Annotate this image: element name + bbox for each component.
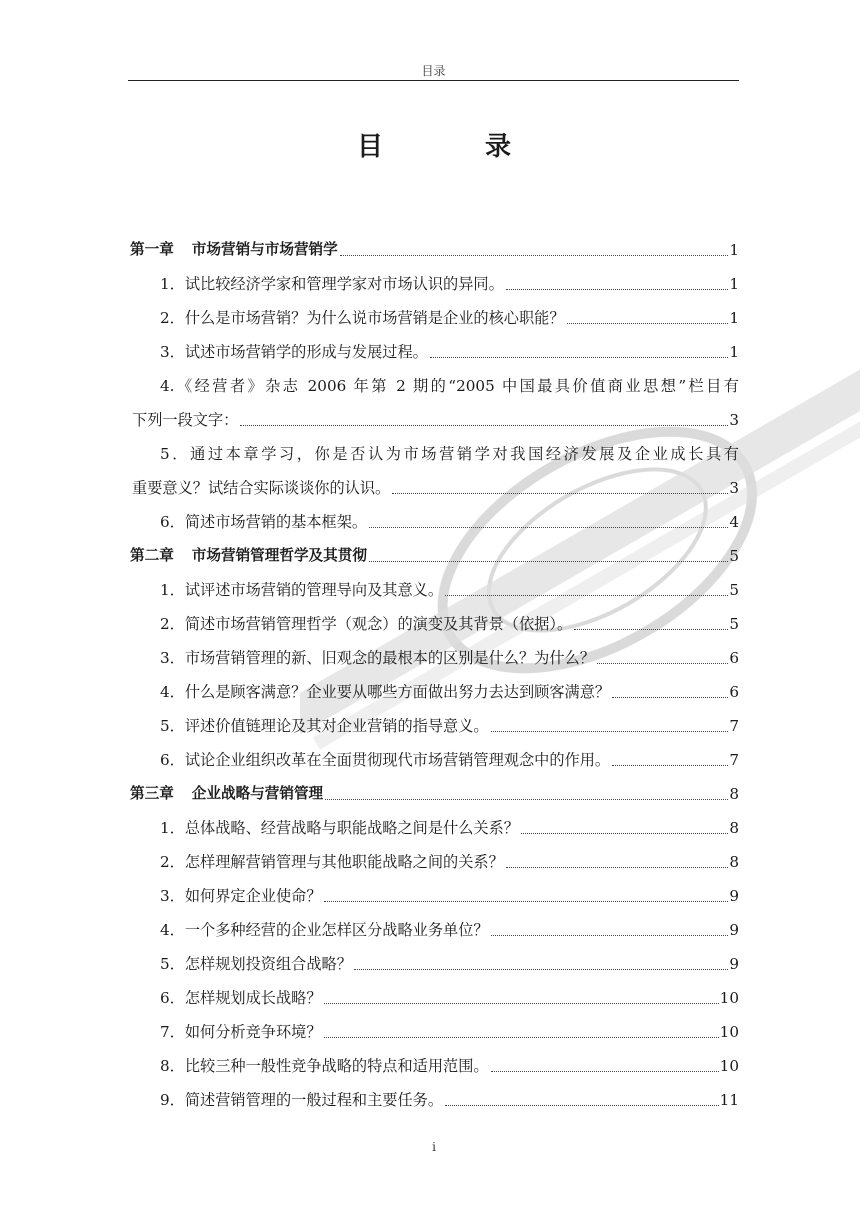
toc-item-row[interactable] bbox=[160, 918, 739, 942]
toc-page-number: 5 bbox=[729, 547, 739, 565]
toc-item-row[interactable] bbox=[160, 272, 739, 296]
toc-page-number: 9 bbox=[729, 955, 739, 973]
toc-item-row[interactable] bbox=[160, 952, 739, 976]
toc-item-text bbox=[160, 1020, 322, 1044]
toc-item-row[interactable] bbox=[160, 850, 739, 874]
item-text: 试评述市场营销的管理导向及其意义。 bbox=[184, 581, 444, 599]
toc-item-row[interactable] bbox=[160, 714, 739, 738]
chapter-label: 第三章 bbox=[130, 785, 174, 802]
item-number: 1． bbox=[160, 819, 185, 837]
toc-item-row[interactable] bbox=[160, 1054, 739, 1078]
dot-leader bbox=[612, 765, 728, 766]
item-number: 2． bbox=[160, 615, 185, 633]
toc-page-number: 11 bbox=[719, 1091, 739, 1109]
item-text: 市场营销管理的新、旧观念的最根本的区别是什么？为什么？ bbox=[184, 649, 595, 667]
toc-page-number: 10 bbox=[719, 1023, 739, 1041]
dot-leader bbox=[506, 289, 729, 290]
item-number: 6． bbox=[160, 513, 185, 531]
toc-item-text bbox=[160, 578, 443, 602]
toc-item-line bbox=[160, 442, 739, 466]
toc-item-text bbox=[160, 850, 504, 874]
dot-leader bbox=[324, 1003, 719, 1004]
toc-page-number: 3 bbox=[729, 411, 739, 429]
item-number: 5． bbox=[160, 445, 191, 463]
toc-page-number: 6 bbox=[729, 683, 739, 701]
chapter-title: 市场营销管理哲学及其贯彻 bbox=[191, 547, 367, 564]
toc-item-row[interactable] bbox=[160, 612, 739, 636]
toc-item-row[interactable] bbox=[132, 408, 739, 432]
toc-item-row[interactable] bbox=[160, 306, 739, 330]
item-number: 4． bbox=[160, 921, 185, 939]
item-number: 6． bbox=[160, 751, 185, 769]
item-number: 2． bbox=[160, 853, 185, 871]
item-number: 6． bbox=[160, 989, 185, 1007]
item-text: 什么是顾客满意？企业要从哪些方面做出努力去达到顾客满意？ bbox=[184, 683, 611, 701]
item-text: 简述营销管理的一般过程和主要任务。 bbox=[184, 1091, 444, 1109]
page-title: 目 录 bbox=[356, 132, 549, 162]
item-text: 《经营者》杂志 2006 年第 2 期的“2005 中国最具价值商业思想”栏目有 bbox=[174, 377, 739, 395]
toc-item-text bbox=[160, 918, 489, 942]
toc-item-text bbox=[160, 986, 322, 1010]
dot-leader bbox=[506, 867, 729, 868]
item-number: 7． bbox=[160, 1023, 185, 1041]
toc-item-text bbox=[160, 884, 322, 908]
toc-item-row[interactable] bbox=[160, 510, 739, 534]
toc-page-number: 9 bbox=[729, 921, 739, 939]
item-text: 怎样规划投资组合战略？ bbox=[184, 955, 352, 973]
toc-chapter-row[interactable] bbox=[130, 782, 739, 806]
toc-item-row[interactable] bbox=[160, 340, 739, 364]
item-text: 通过本章学习，你是否认为市场营销学对我国经济发展及企业成长具有 bbox=[190, 445, 739, 463]
toc-item-row[interactable] bbox=[160, 986, 739, 1010]
item-text: 一个多种经营的企业怎样区分战略业务单位？ bbox=[184, 921, 489, 939]
dot-leader bbox=[324, 901, 729, 902]
toc-chapter-heading bbox=[130, 544, 367, 568]
dot-leader bbox=[240, 425, 728, 426]
toc-page-number: 7 bbox=[729, 751, 739, 769]
chapter-title: 企业战略与营销管理 bbox=[191, 785, 324, 802]
dot-leader bbox=[612, 697, 728, 698]
dot-leader bbox=[392, 493, 728, 494]
item-number: 5． bbox=[160, 717, 185, 735]
item-text: 试述市场营销学的形成与发展过程。 bbox=[184, 343, 428, 361]
dot-leader bbox=[369, 561, 728, 562]
toc-item-row[interactable] bbox=[160, 646, 739, 670]
toc-page-number: 5 bbox=[729, 615, 739, 633]
dot-leader bbox=[597, 663, 728, 664]
toc-item-row[interactable] bbox=[160, 1088, 739, 1112]
toc-page-number: 3 bbox=[729, 479, 739, 497]
dot-leader bbox=[491, 935, 729, 936]
toc-chapter-row[interactable] bbox=[130, 238, 739, 262]
dot-leader bbox=[574, 629, 728, 630]
item-number: 1． bbox=[160, 275, 185, 293]
toc-item-text bbox=[160, 340, 428, 364]
toc-page-number: 1 bbox=[729, 241, 739, 259]
toc-page-number: 4 bbox=[729, 513, 739, 531]
item-text: 如何界定企业使命？ bbox=[184, 887, 322, 905]
item-number: 3． bbox=[160, 649, 185, 667]
toc-page-number: 8 bbox=[729, 853, 739, 871]
item-number: 9． bbox=[160, 1091, 185, 1109]
toc-item-text bbox=[160, 816, 519, 840]
toc-item-text bbox=[160, 306, 565, 330]
toc-item-row[interactable] bbox=[160, 578, 739, 602]
item-number: 8． bbox=[160, 1057, 185, 1075]
dot-leader bbox=[567, 323, 729, 324]
toc-page-number: 6 bbox=[729, 649, 739, 667]
dot-leader bbox=[445, 595, 728, 596]
dot-leader bbox=[491, 1071, 719, 1072]
toc-item-row[interactable] bbox=[160, 680, 739, 704]
item-text: 怎样理解营销管理与其他职能战略之间的关系？ bbox=[184, 853, 504, 871]
toc-item-row[interactable] bbox=[132, 476, 739, 500]
toc-page-number: 7 bbox=[729, 717, 739, 735]
dot-leader bbox=[521, 833, 728, 834]
item-text: 什么是市场营销？为什么说市场营销是企业的核心职能？ bbox=[184, 309, 565, 327]
item-text: 试论企业组织改革在全面贯彻现代市场营销管理观念中的作用。 bbox=[184, 751, 611, 769]
item-text: 重要意义？试结合实际谈谈你的认识。 bbox=[132, 479, 391, 497]
page-number: i bbox=[432, 1140, 436, 1154]
item-number: 1． bbox=[160, 581, 185, 599]
dot-leader bbox=[325, 799, 728, 800]
toc-item-line bbox=[160, 374, 739, 398]
toc-page-number: 1 bbox=[729, 275, 739, 293]
dot-leader bbox=[491, 731, 729, 732]
toc-item-text bbox=[160, 1088, 443, 1112]
item-text: 总体战略、经营战略与职能战略之间是什么关系？ bbox=[184, 819, 519, 837]
chapter-label: 第一章 bbox=[130, 241, 174, 258]
dot-leader bbox=[324, 1037, 719, 1038]
toc-item-text bbox=[160, 272, 504, 296]
item-number: 3． bbox=[160, 343, 185, 361]
item-text: 比较三种一般性竞争战略的特点和适用范围。 bbox=[184, 1057, 489, 1075]
dot-leader bbox=[340, 255, 729, 256]
dot-leader bbox=[445, 1105, 719, 1106]
toc-chapter-heading bbox=[130, 782, 323, 806]
toc-page-number: 10 bbox=[719, 1057, 739, 1075]
toc-page-number: 5 bbox=[729, 581, 739, 599]
toc-page-number: 8 bbox=[729, 785, 739, 803]
item-text: 评述价值链理论及其对企业营销的指导意义。 bbox=[184, 717, 489, 735]
item-text: 如何分析竞争环境？ bbox=[184, 1023, 322, 1041]
item-text: 下列一段文字： bbox=[132, 411, 239, 429]
toc-page-number: 1 bbox=[729, 309, 739, 327]
item-text: 简述市场营销管理哲学（观念）的演变及其背景（依据）。 bbox=[184, 615, 573, 633]
chapter-label: 第二章 bbox=[130, 547, 174, 564]
toc-item-text bbox=[160, 1054, 489, 1078]
toc-chapter-row[interactable] bbox=[130, 544, 739, 568]
chapter-title: 市场营销与市场营销学 bbox=[191, 241, 338, 258]
dot-leader bbox=[354, 969, 728, 970]
item-text: 简述市场营销的基本框架。 bbox=[184, 513, 368, 531]
toc-page-number: 9 bbox=[729, 887, 739, 905]
toc-page-number: 10 bbox=[719, 989, 739, 1007]
toc-chapter-heading bbox=[130, 238, 338, 262]
item-text: 怎样规划成长战略？ bbox=[184, 989, 322, 1007]
toc-item-text bbox=[160, 646, 595, 670]
toc-page-number: 8 bbox=[729, 819, 739, 837]
toc-item-text bbox=[160, 714, 489, 738]
item-text: 试比较经济学家和管理学家对市场认识的异同。 bbox=[184, 275, 504, 293]
toc-item-text bbox=[160, 612, 572, 636]
toc-item-row[interactable] bbox=[160, 1020, 739, 1044]
running-title: 目录 bbox=[421, 64, 446, 78]
toc-item-row[interactable] bbox=[160, 884, 739, 908]
item-number: 4. bbox=[160, 377, 175, 395]
item-number: 4． bbox=[160, 683, 185, 701]
toc-item-row[interactable] bbox=[160, 816, 739, 840]
item-number: 3． bbox=[160, 887, 185, 905]
toc-item-text bbox=[160, 748, 610, 772]
toc-item-text bbox=[160, 680, 610, 704]
toc-page-number: 1 bbox=[729, 343, 739, 361]
dot-leader bbox=[430, 357, 728, 358]
item-number: 2． bbox=[160, 309, 185, 327]
dot-leader bbox=[369, 527, 728, 528]
toc-item-text bbox=[160, 510, 367, 534]
toc-item-row[interactable] bbox=[160, 748, 739, 772]
toc-item-text bbox=[160, 952, 352, 976]
item-number: 5． bbox=[160, 955, 185, 973]
